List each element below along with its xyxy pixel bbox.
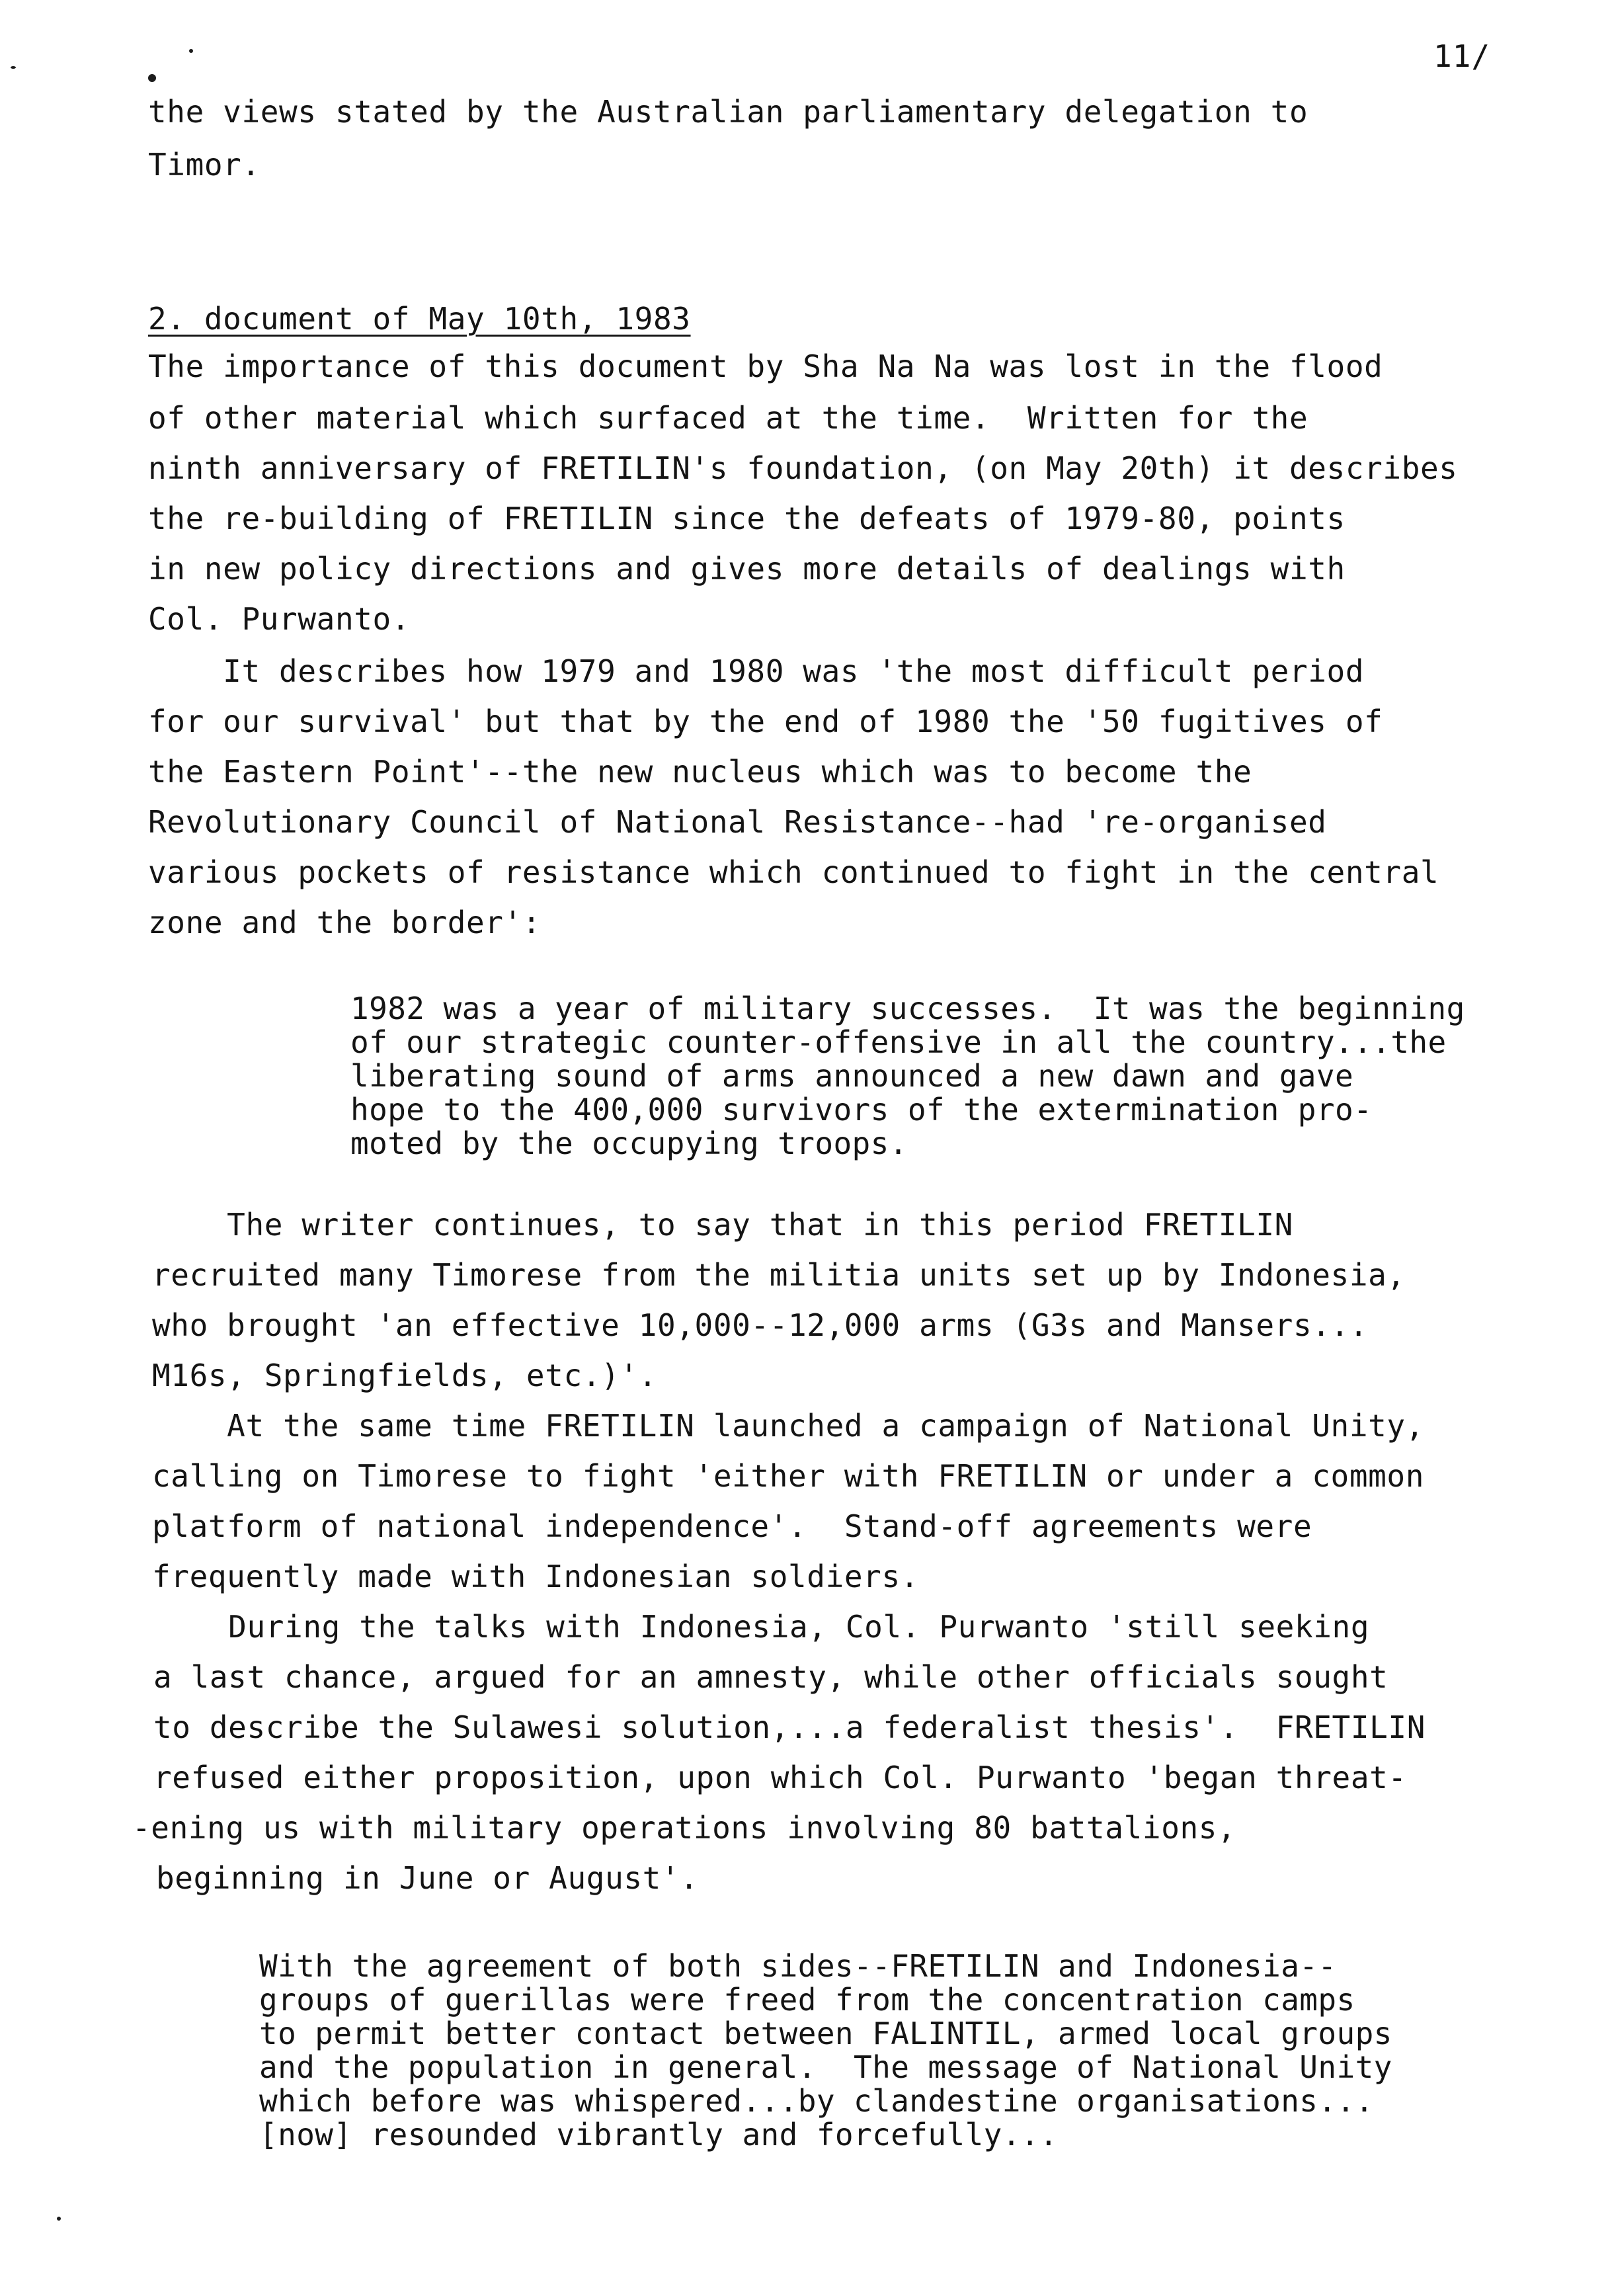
block-quote-line: moted by the occupying troops. xyxy=(350,1126,908,1161)
block-quote-line: [now] resounded vibrantly and forcefully... xyxy=(259,2117,1059,2152)
paragraph-line: The importance of this document by Sha Na Na was lost in the flood xyxy=(148,348,1383,384)
ink-speck xyxy=(11,66,16,69)
paragraph-line: a last chance, argued for an amnesty, while other officials sought xyxy=(153,1659,1388,1695)
paragraph-line: the re-building of FRETILIN since the defeats of 1979-80, points xyxy=(148,501,1346,536)
paragraph-line: of other material which surfaced at the time. Written for the xyxy=(148,400,1308,436)
paragraph-line: for our survival' but that by the end of 1980 the '50 fugitives of xyxy=(148,704,1383,739)
block-quote-line: and the population in general. The message of National Unity xyxy=(259,2049,1392,2085)
block-quote-line: liberating sound of arms announced a new dawn and gave xyxy=(350,1058,1354,1094)
block-quote-line: 1982 was a year of military successes. It was the beginning xyxy=(350,991,1465,1026)
paragraph-line: frequently made with Indonesian soldiers. xyxy=(152,1559,920,1594)
intro-line: Timor. xyxy=(148,147,261,183)
paragraph-line: At the same time FRETILIN launched a campaign of National Unity, xyxy=(152,1408,1425,1444)
paragraph-line: recruited many Timorese from the militia units set up by Indonesia, xyxy=(152,1257,1406,1293)
paragraph-line: -ening us with military operations involving 80 battalions, xyxy=(132,1810,1236,1846)
block-quote-line: With the agreement of both sides--FRETILIN and Indonesia-- xyxy=(259,1948,1337,1984)
paragraph-line: zone and the border': xyxy=(148,905,542,940)
page-number: 11/ xyxy=(1433,38,1491,74)
block-quote-line: to permit better contact between FALINTIL, armed local groups xyxy=(259,2016,1392,2051)
intro-line: the views stated by the Australian parliamentary delegation to xyxy=(148,94,1308,130)
paragraph-line: It describes how 1979 and 1980 was 'the most difficult period xyxy=(148,653,1365,689)
ink-speck xyxy=(57,2217,61,2221)
paragraph-line: ninth anniversary of FRETILIN's foundation, (on May 20th) it describes xyxy=(148,450,1458,486)
paragraph-line: the Eastern Point'--the new nucleus which was to become the xyxy=(148,754,1252,790)
paragraph-line: platform of national independence'. Stand-off agreements were xyxy=(152,1508,1312,1544)
block-quote-line: groups of guerillas were freed from the concentration camps xyxy=(259,1982,1355,2018)
block-quote-line: hope to the 400,000 survivors of the extermination pro- xyxy=(350,1092,1373,1128)
paragraph-line: calling on Timorese to fight 'either with FRETILIN or under a common xyxy=(152,1458,1425,1494)
paragraph-line: beginning in June or August'. xyxy=(156,1860,699,1896)
paragraph-line: who brought 'an effective 10,000--12,000 arms (G3s and Mansers... xyxy=(152,1307,1369,1343)
paragraph-line: refused either proposition, upon which Col. Purwanto 'began threat- xyxy=(153,1760,1407,1795)
block-quote-line: which before was whispered...by clandestine organisations... xyxy=(259,2083,1374,2119)
paragraph-line: to describe the Sulawesi solution,...a federalist thesis'. FRETILIN xyxy=(153,1709,1426,1745)
paragraph-line: Col. Purwanto. xyxy=(148,601,411,637)
paragraph-line: During the talks with Indonesia, Col. Purwanto 'still seeking xyxy=(153,1609,1370,1645)
paragraph-line: in new policy directions and gives more details of dealings with xyxy=(148,551,1346,587)
ink-speck xyxy=(148,74,156,82)
paragraph-line: M16s, Springfields, etc.)'. xyxy=(152,1358,657,1393)
paragraph-line: The writer continues, to say that in this period FRETILIN xyxy=(152,1207,1293,1243)
paragraph-line: Revolutionary Council of National Resistance--had 're-organised xyxy=(148,804,1327,840)
paragraph-line: various pockets of resistance which continued to fight in the central xyxy=(148,854,1439,890)
ink-speck xyxy=(189,49,193,53)
section-heading: 2. document of May 10th, 1983 xyxy=(148,301,691,337)
block-quote-line: of our strategic counter-offensive in all the country...the xyxy=(350,1024,1447,1060)
